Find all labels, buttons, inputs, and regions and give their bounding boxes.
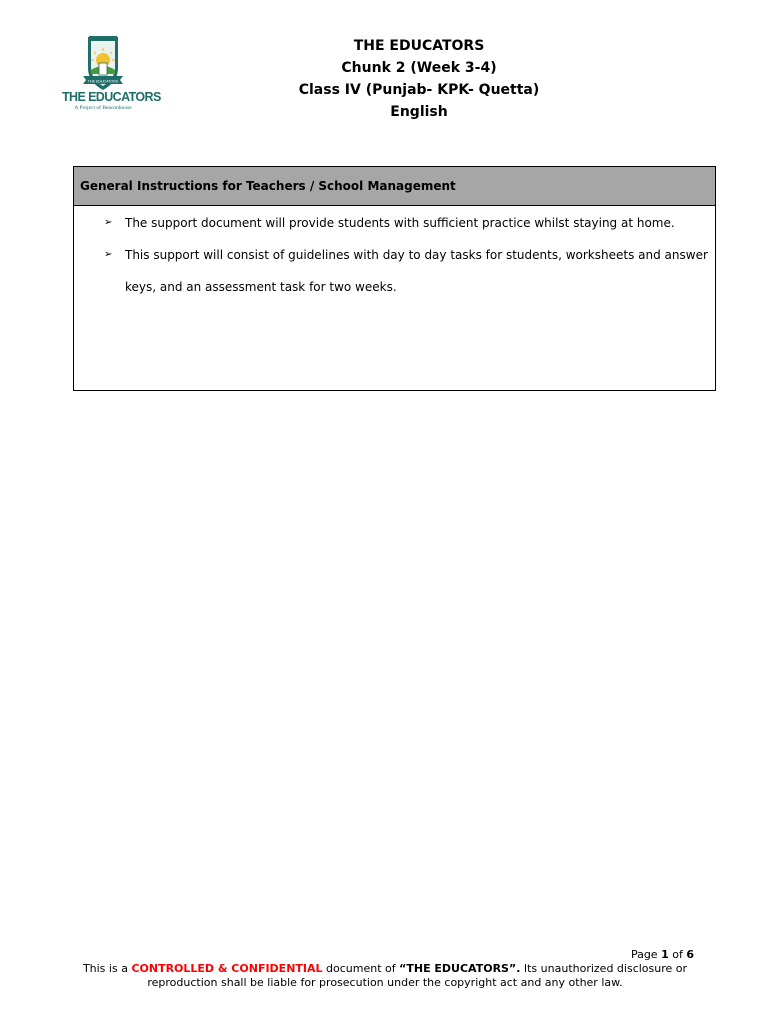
note-highlight: CONTROLLED & CONFIDENTIAL [131, 962, 323, 975]
list-item [104, 207, 725, 239]
logo-title: THE EDUCATORS [62, 90, 161, 104]
arrowhead-bullet-icon: ➢ [104, 217, 113, 228]
page-of: of [672, 948, 683, 961]
confidentiality-note [60, 962, 710, 990]
logo-ribbon-text: THE EDUCATORS [87, 79, 119, 84]
page-number [631, 948, 694, 962]
instructions-box [73, 166, 716, 391]
logo-emblem-icon [62, 34, 144, 94]
arrowhead-bullet-icon: ➢ [104, 249, 113, 260]
list-item-text: This support will consist of guidelines with day to day tasks for students, worksheets and answer keys, and an assessment task for two weeks. [125, 248, 708, 294]
document-header [200, 35, 638, 123]
note-middle: document of [326, 962, 396, 975]
list-item [104, 239, 725, 303]
page-label: Page [630, 948, 658, 961]
logo-subtitle: A Project of Beaconhouse [74, 105, 132, 111]
instructions-heading: General Instructions for Teachers / School Management [74, 167, 715, 206]
note-prefix: This is a [82, 962, 128, 975]
header-chunk: Chunk 2 (Week 3-4) [341, 60, 497, 76]
page-current: 1 [661, 948, 669, 961]
list-item-text: The support document will provide students with sufficient practice whilst staying at home. [125, 216, 675, 230]
note-org: “THE EDUCATORS”. [399, 962, 521, 975]
page-total: 6 [686, 948, 694, 961]
header-org: THE EDUCATORS [353, 38, 485, 54]
header-subject: English [390, 104, 448, 120]
header-class: Class IV (Punjab- KPK- Quetta) [298, 82, 540, 98]
note-suffix: Its unauthorized disclosure or reproduction shall be liable for prosecution under the copyright act and any other law. [147, 962, 688, 989]
